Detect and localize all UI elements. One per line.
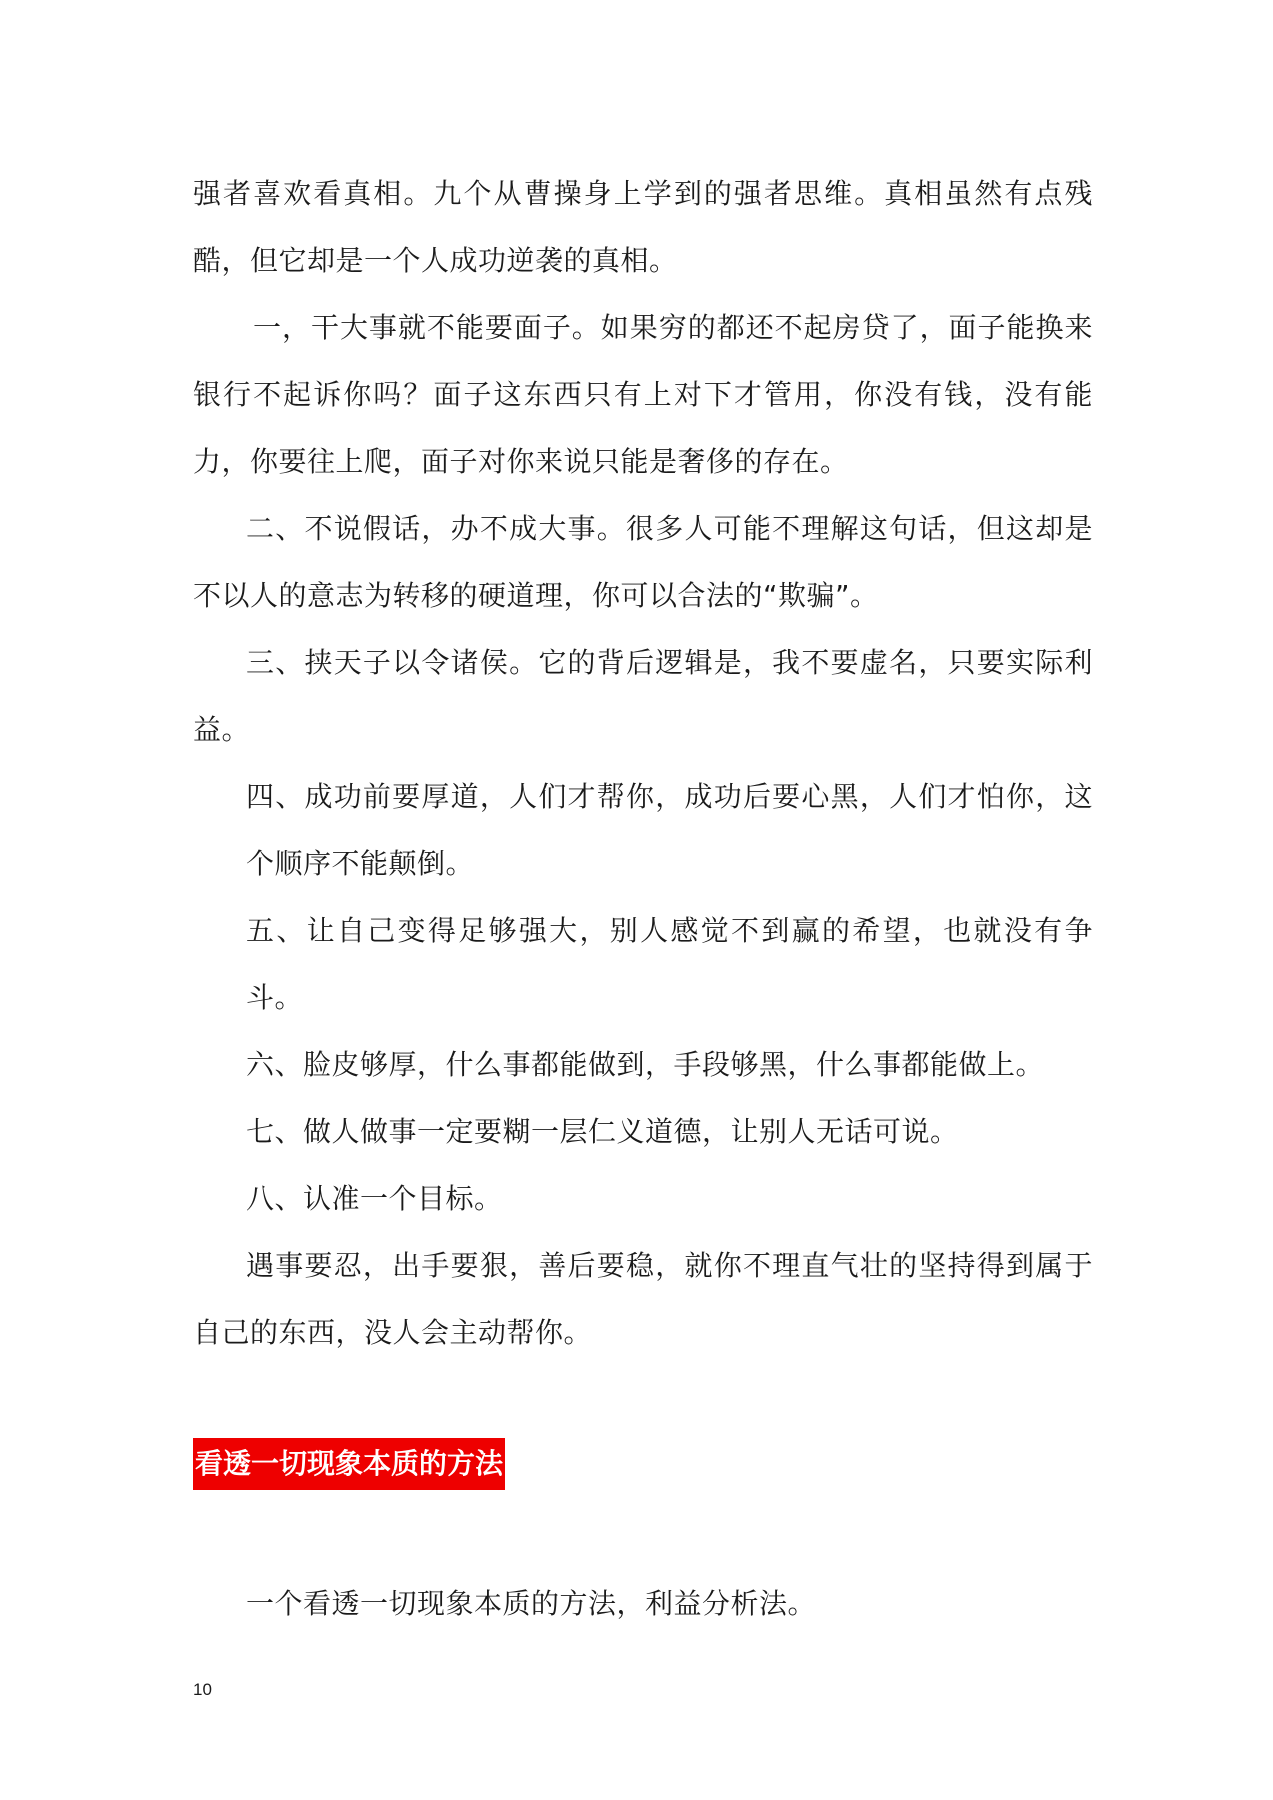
point-eight-paragraph: 八、认准一个目标。 <box>246 1182 503 1215</box>
point-four-paragraph: 四、成功前要厚道，人们才帮你，成功后要心黑，人们才怕你，这个顺序不能颠倒。 <box>246 780 1093 880</box>
point-seven-paragraph: 七、做人做事一定要糊一层仁义道德，让别人无话可说。 <box>246 1115 959 1148</box>
point-five-paragraph: 五、让自己变得足够强大，别人感觉不到赢的希望，也就没有争斗。 <box>246 914 1093 1014</box>
point-two-paragraph: 二、不说假话，办不成大事。很多人可能不理解这句话，但这却是不以人的意志为转移的硬道理，你可以合法的“欺骗”。 <box>193 512 1093 612</box>
closing-paragraph: 一个看透一切现象本质的方法，利益分析法。 <box>246 1587 817 1620</box>
intro-paragraph: 强者喜欢看真相。九个从曹操身上学到的强者思维。真相虽然有点残酷，但它却是一个人成功逆袭的真相。 <box>193 177 1093 277</box>
point-six-paragraph: 六、脸皮够厚，什么事都能做到，手段够黑，什么事都能做上。 <box>246 1048 1045 1081</box>
summary-paragraph: 遇事要忍，出手要狠，善后要稳，就你不理直气壮的坚持得到属于自己的东西，没人会主动帮你。 <box>193 1249 1093 1349</box>
point-one-paragraph: 一，干大事就不能要面子。如果穷的都还不起房贷了，面子能换来银行不起诉你吗？面子这东西只有上对下才管用，你没有钱，没有能力，你要往上爬，面子对你来说只能是奢侈的存在。 <box>193 311 1093 478</box>
document-body <box>193 160 1093 1637</box>
page-number: 10 <box>193 1680 212 1699</box>
section-heading: 看透一切现象本质的方法 <box>193 1438 505 1490</box>
spacer <box>193 1366 1093 1438</box>
spacer <box>193 1490 1093 1570</box>
point-three-paragraph: 三、挟天子以令诸侯。它的背后逻辑是，我不要虚名，只要实际利益。 <box>193 646 1093 746</box>
